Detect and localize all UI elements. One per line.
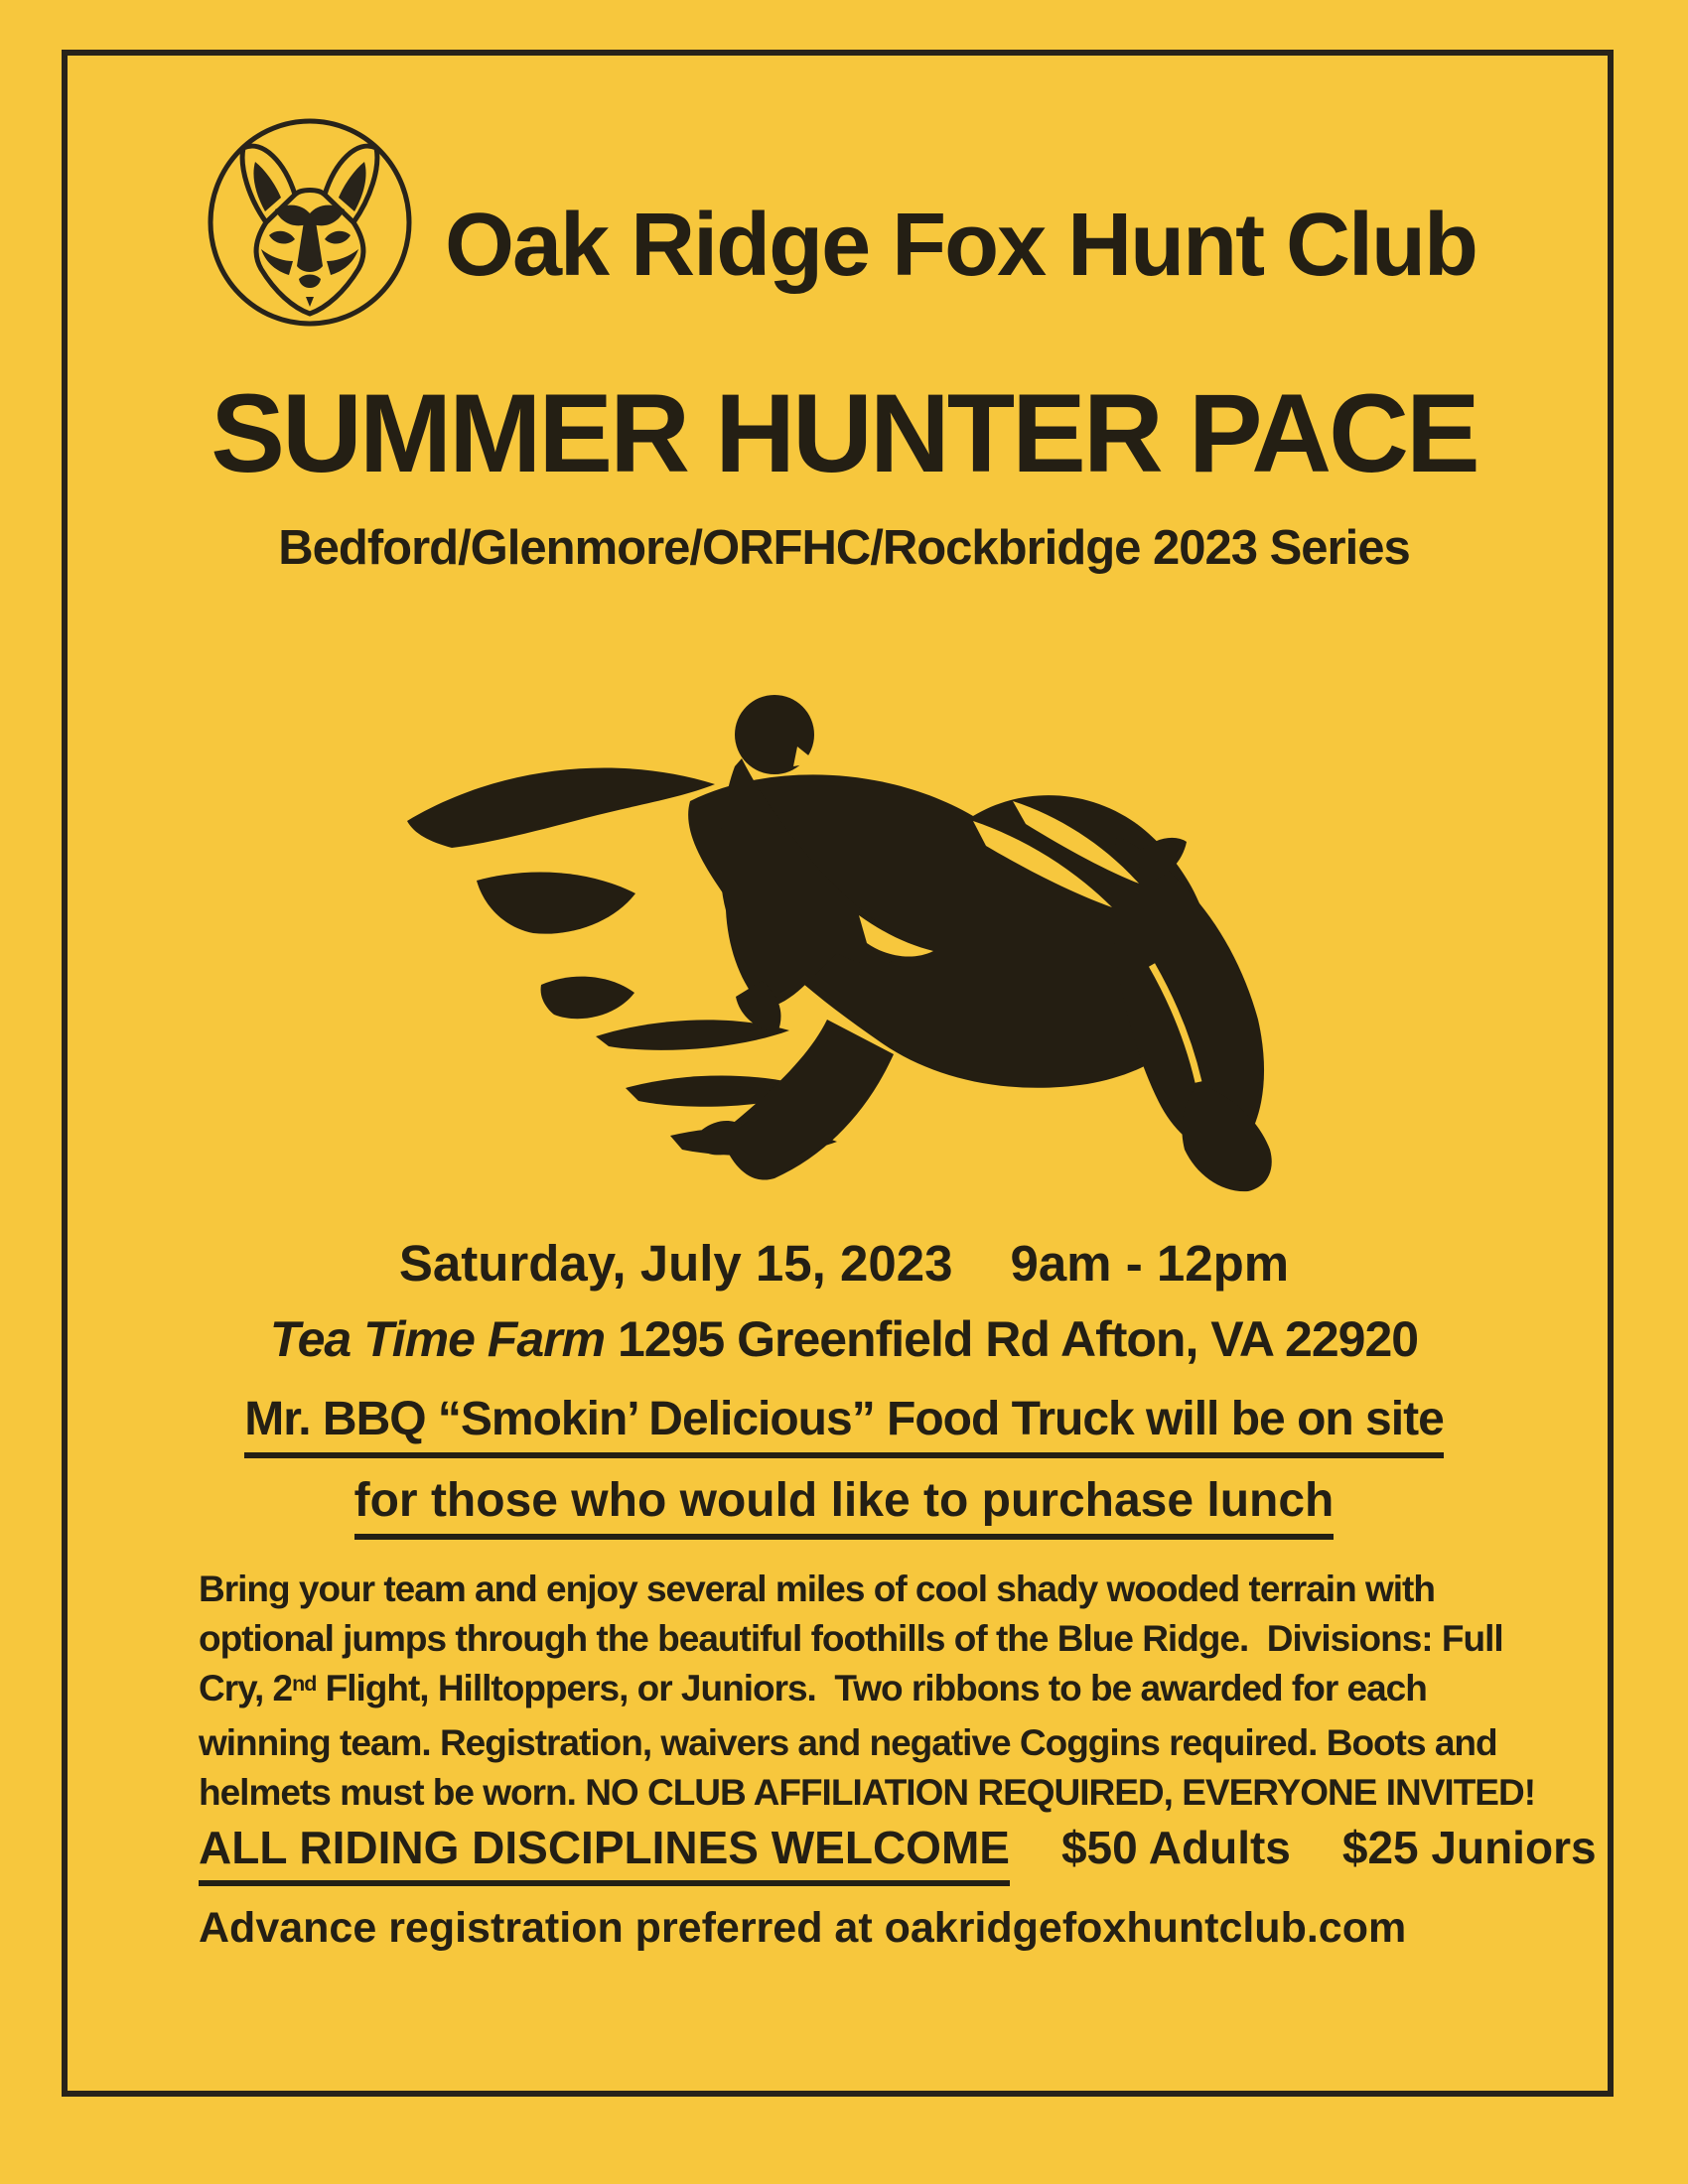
venue-address: 1295 Greenfield Rd Afton, VA 22920 (605, 1311, 1419, 1367)
details-line: Bring your team and enjoy several miles of cool shady wooded terrain with (199, 1569, 1435, 1609)
event-details-paragraph (199, 1565, 1535, 1818)
registration-note: Advance registration preferred at oakridgefoxhuntclub.com (199, 1904, 1407, 1952)
details-line: helmets must be worn. NO CLUB AFFILIATION REQUIRED, EVERYONE INVITED! (199, 1772, 1536, 1813)
event-date-line (0, 1234, 1688, 1293)
details-line: Cry, 2nd Flight, Hilltoppers, or Juniors. Two ribbons to be awarded for each (199, 1668, 1427, 1708)
club-name: Oak Ridge Fox Hunt Club (445, 196, 1477, 295)
series-subtitle: Bedford/Glenmore/ORFHC/Rockbridge 2023 Series (278, 521, 1410, 575)
price-juniors: $25 Juniors (1341, 1822, 1597, 1873)
fox-head-logo-icon (204, 116, 417, 330)
event-time: 9am - 12pm (1010, 1235, 1290, 1292)
event-date: Saturday, July 15, 2023 (398, 1235, 953, 1292)
venue-line (0, 1310, 1688, 1368)
superscript-nd: nd (292, 1672, 317, 1697)
price-adults: $50 Adults (1060, 1822, 1291, 1873)
food-truck-line-2: for those who would like to purchase lunch (0, 1473, 1688, 1540)
flyer-title: SUMMER HUNTER PACE (211, 371, 1477, 495)
disciplines-welcome: ALL RIDING DISCIPLINES WELCOME (199, 1821, 1010, 1886)
horse-rider-icon (392, 667, 1286, 1203)
details-line: winning team. Registration, waivers and negative Coggins required. Boots and (199, 1722, 1497, 1763)
food-truck-line-1: Mr. BBQ “Smokin’ Delicious” Food Truck will be on site (0, 1392, 1688, 1458)
pricing-line (199, 1821, 1597, 1886)
venue-name: Tea Time Farm (269, 1311, 606, 1367)
details-line: optional jumps through the beautiful foothills of the Blue Ridge. Divisions: Full (199, 1618, 1503, 1659)
